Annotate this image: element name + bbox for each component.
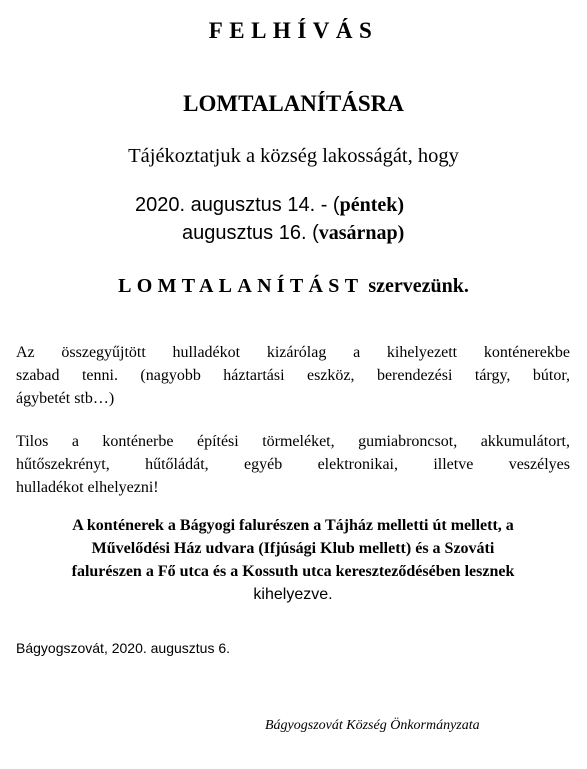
- paragraph-3-line-4: kihelyezve.: [253, 586, 333, 603]
- paragraph-3-line-3: falurészen a Fő utca és a Kossuth utca kereszteződésében lesznek: [71, 563, 515, 580]
- paragraph-locations: [16, 514, 570, 606]
- date-line-1-day: péntek: [339, 194, 398, 216]
- notice-subtitle: LOMTALANÍTÁSRA: [183, 91, 404, 116]
- paragraph-2-line-3: hulladékot elhelyezni!: [16, 479, 159, 496]
- date-line-2-text: augusztus 16. (: [182, 222, 319, 244]
- notice-title: FELHÍVÁS: [208, 18, 379, 43]
- paragraph-3-line-2: Művelődési Ház udvara (Ifjúsági Klub mellett) és a Szováti: [91, 540, 495, 557]
- announcement: [0, 275, 587, 298]
- paragraph-containers: [16, 341, 570, 410]
- paragraph-1-line-1: Az összegyűjtött hulladékot kizárólag a kihelyezett konténerekbe: [16, 344, 570, 361]
- paragraph-1-line-3: ágybetét stb…): [16, 390, 115, 407]
- paragraph-2-line-1: Tilos a konténerbe építési törmeléket, gumiabroncsot, akkumulátort,: [16, 433, 570, 450]
- signature: Bágyogszovát Község Önkormányzata: [265, 718, 480, 733]
- date-line-2-close: ): [397, 222, 405, 244]
- paragraph-2-line-2: hűtőszekrényt, hűtőládát, egyéb elektronikai, illetve veszélyes: [16, 456, 570, 473]
- announcement-spaced: LOMTALANÍTÁST: [118, 275, 364, 297]
- paragraph-1-line-2: szabad tenni. (nagyobb háztartási eszköz, berendezési tárgy, bútor,: [16, 367, 570, 384]
- date-line-2: [182, 222, 404, 245]
- paragraph-3-line-1: A konténerek a Bágyogi falurészen a Tájház melletti út mellett, a: [72, 517, 514, 534]
- announcement-rest: szervezünk.: [368, 275, 469, 297]
- intro-line: Tájékoztatjuk a község lakosságát, hogy: [128, 145, 459, 167]
- date-line-1-close: ): [397, 194, 405, 216]
- date-line-2-day: vasárnap: [318, 222, 398, 244]
- date-line-1: [135, 194, 404, 217]
- place-and-date: Bágyogszovát, 2020. augusztus 6.: [16, 640, 231, 656]
- paragraph-prohibited: [16, 430, 570, 499]
- date-line-1-text: 2020. augusztus 14. - (: [135, 194, 340, 216]
